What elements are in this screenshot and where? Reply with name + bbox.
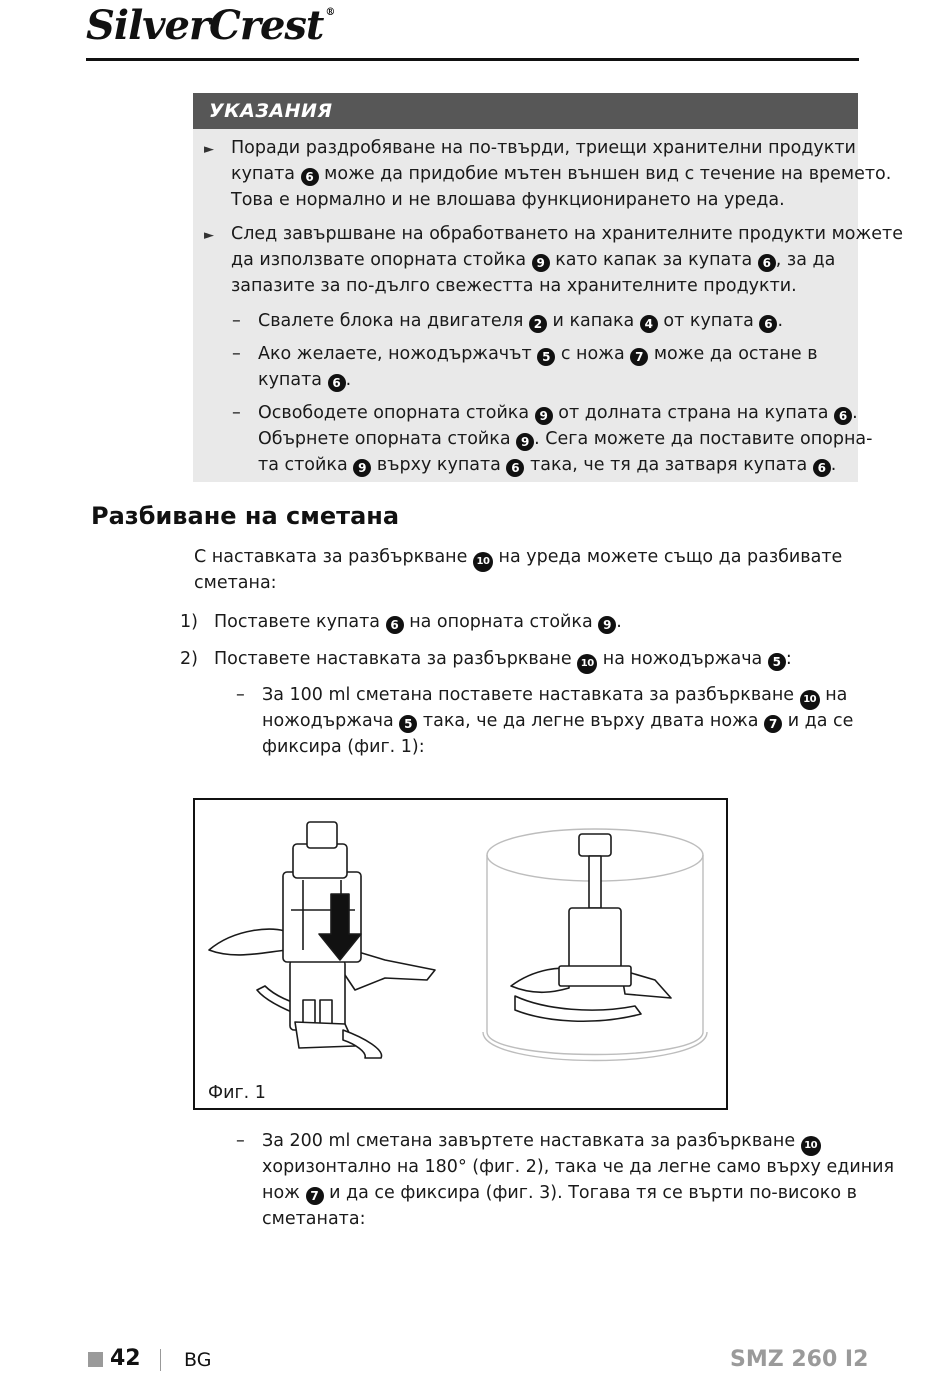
dash-marker: – (236, 1131, 245, 1151)
part-number-badge: 7 (764, 715, 782, 733)
body-line: сметана: (194, 573, 277, 593)
part-number-badge: 6 (506, 459, 524, 477)
dash-marker: – (232, 344, 241, 364)
body-line: За 100 ml сметана поставете наставката за разбъркване 10 на (262, 685, 847, 710)
body-line: С наставката за разбъркване 10 на уреда можете също да разбивате (194, 547, 842, 572)
note-line: Поради раздробяване на по-твърди, триещи хранителни продукти (231, 138, 856, 158)
part-number-badge: 5 (537, 348, 555, 366)
part-number-badge: 9 (535, 407, 553, 425)
part-number-badge: 10 (473, 552, 493, 572)
part-number-badge: 9 (516, 433, 534, 451)
part-number-badge: 6 (834, 407, 852, 425)
language-code: BG (184, 1349, 212, 1371)
brand-name: SilverCrest (86, 2, 324, 49)
step-text: Поставете наставката за разбъркване 10 на ножодържача 5 : (214, 649, 792, 674)
body-line: За 200 ml сметана завъртете наставката за разбъркване 10 (262, 1131, 821, 1156)
model-number: SMZ 260 I2 (730, 1347, 869, 1372)
part-number-badge: 6 (301, 168, 319, 186)
note-line: запазите за по-дълго свежестта на хранителните продукти. (231, 276, 797, 296)
part-number-badge: 5 (768, 653, 786, 671)
footer-separator (160, 1349, 161, 1371)
note-line: да използвате опорната стойка 9 като капак за купата 6 , за да (231, 250, 836, 270)
part-number-badge: 7 (306, 1187, 324, 1205)
part-number-badge: 2 (529, 315, 547, 333)
note-line: купата 6 . (258, 370, 352, 390)
note-line: Ако желаете, ножодържачът 5 с ножа 7 може да остане в (258, 344, 818, 364)
body-line: фиксира (фиг. 1): (262, 737, 425, 757)
part-number-badge: 6 (813, 459, 831, 477)
dash-marker: – (232, 311, 241, 331)
step-number: 2) (180, 649, 198, 669)
step-text: Поставете купата 6 на опорната стойка 9 . (214, 612, 622, 632)
bullet-arrow-icon: ► (204, 228, 214, 243)
part-number-badge: 9 (598, 616, 616, 634)
note-line: Обърнете опорната стойка 9 . Сега можете да поставите опорна- (258, 429, 873, 449)
note-line: Освободете опорната стойка 9 от долната страна на купата 6 . (258, 403, 858, 423)
body-line: ножодържача 5 така, че да легне върху двата ножа 7 и да се (262, 711, 854, 731)
part-number-badge: 7 (630, 348, 648, 366)
figure-caption: Фиг. 1 (208, 1083, 266, 1103)
body-line: хоризонтално на 180° (фиг. 2), така че да легне само върху единия (262, 1157, 895, 1177)
note-line: купата 6 може да придобие мътен външен вид с течение на времето. (231, 164, 892, 184)
body-line: сметаната: (262, 1209, 366, 1229)
part-number-badge: 6 (759, 315, 777, 333)
dash-marker: – (236, 685, 245, 705)
part-number-badge: 9 (353, 459, 371, 477)
page-number: 42 (110, 1346, 141, 1371)
registered-mark: ® (325, 7, 335, 18)
part-number-badge: 10 (800, 690, 820, 710)
body-line: нож 7 и да се фиксира (фиг. 3). Тогава тя се върти по-високо в (262, 1183, 857, 1203)
whisk-attachment-illustration (195, 800, 726, 1108)
note-line: Това е нормално и не влошава функционирането на уреда. (231, 190, 785, 210)
part-number-badge: 5 (399, 715, 417, 733)
part-number-badge: 6 (386, 616, 404, 634)
part-number-badge: 10 (801, 1136, 821, 1156)
note-line: Свалете блока на двигателя 2 и капака 4 от купата 6 . (258, 311, 784, 331)
part-number-badge: 10 (577, 654, 597, 674)
dash-marker: – (232, 403, 241, 423)
part-number-badge: 9 (532, 254, 550, 272)
section-heading: Разбиване на сметана (91, 502, 400, 530)
footer-marker (88, 1352, 103, 1367)
header-rule (86, 58, 859, 61)
note-line: та стойка 9 върху купата 6 така, че тя да затваря купата 6 . (258, 455, 837, 475)
step-number: 1) (180, 612, 198, 632)
part-number-badge: 4 (640, 315, 658, 333)
note-line: След завършване на обработването на хранителните продукти можете (231, 224, 903, 244)
brand-logo (86, 2, 334, 49)
notes-title: УКАЗАНИЯ (209, 100, 333, 122)
part-number-badge: 6 (758, 254, 776, 272)
bullet-arrow-icon: ► (204, 142, 214, 157)
figure-frame (193, 798, 728, 1110)
part-number-badge: 6 (328, 374, 346, 392)
